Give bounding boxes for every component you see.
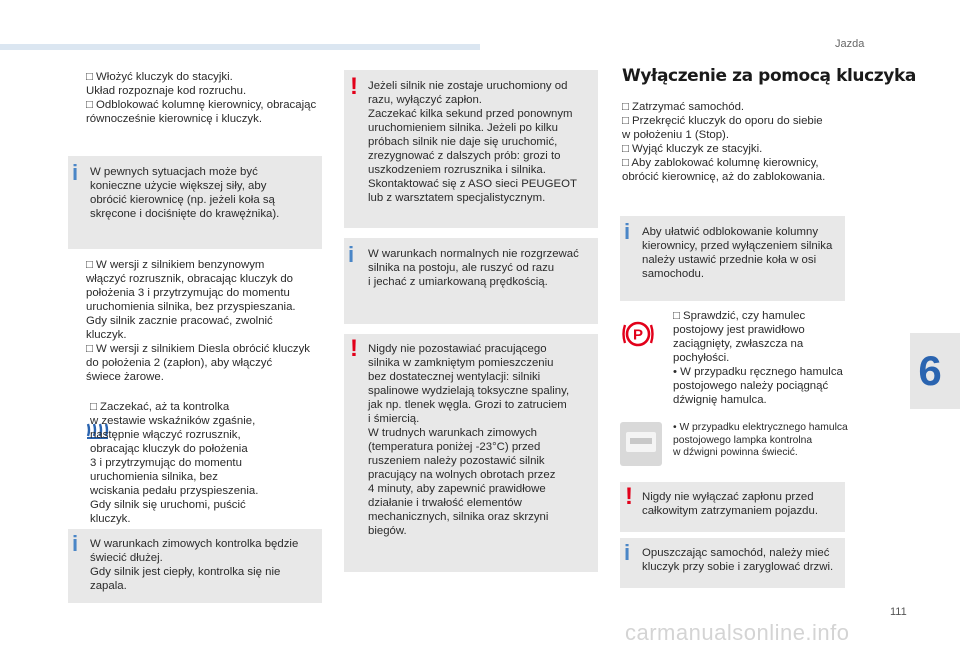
warning-box-start: [344, 70, 598, 228]
brake-check-steps: □ Sprawdzić, czy hamulec postojowy jest prawidłowo zaciągnięty, zwłaszcza na pochyłości. • W przypadku ręcznego hamulca postojowego należy pociągnąć dźwignię hamulca.: [673, 310, 843, 406]
section-title: Jazda: [835, 38, 865, 50]
parking-brake-icon: [620, 316, 656, 352]
info-icon: i: [348, 242, 355, 267]
warning-ventilation-text: Nigdy nie pozostawiać pracującego silnika w zamkniętym pomieszczeniu bez dostatecznej wentylacji: silniki spalinowe wydzielają toksyczne spaliny, jak np. tlenek węgla. Grozi to zatruciem i śmiercią. W trudnych warunkach zimowych (temperatura poniżej -23°C) przed ruszeniem należy pozostawić silnik pracujący na wolnych obrotach przez 4 minuty, aby zapewnić prawidłowe działanie i trwałość elementów mechanicznych, silnika oraz skrzyni biegów.: [368, 343, 570, 537]
info-warmup-text: W warunkach normalnych nie rozgrzewać silnika na postoju, ale ruszyć od razu i jechać z umiarkowaną prędkością.: [368, 248, 579, 288]
chapter-tab: [910, 333, 960, 409]
warning-box-ignition: [620, 482, 845, 532]
warning-icon: !: [350, 335, 358, 362]
info-icon: i: [624, 219, 631, 244]
info-icon: i: [72, 160, 79, 185]
engine-versions: □ W wersji z silnikiem benzynowym włączyć rozrusznik, obracając kluczyk do położenia 3 i przytrzymując do momentu uruchomienia silnika, bez przyspieszania. Gdy silnik zacznie pracować, zwolnić kluczyk. □ W wersji z silnikiem Diesla obrócić kluczyk do położenia 2 (zapłon), aby włączyć świece żarowe.: [86, 259, 310, 383]
info-icon: i: [72, 531, 79, 556]
info-leaving-text: Opuszczając samochód, należy mieć kluczyk przy sobie i zaryglować drzwi.: [642, 547, 834, 573]
warning-ignition-text: Nigdy nie wyłączać zapłonu przed całkowitym zatrzymaniem pojazdu.: [642, 491, 818, 517]
info-force-text: W pewnych sytuacjach może być konieczne użycie większej siły, aby obrócić kierownicę (np. jeżeli koła są skręcone i dociśnięte do krawężnika).: [90, 166, 280, 220]
electric-brake-lever-image: [620, 422, 662, 466]
section-heading: Wyłączenie za pomocą kluczyka: [622, 66, 916, 86]
info-box-force: [68, 156, 322, 249]
chapter-number: 6: [918, 347, 942, 394]
warning-icon: !: [625, 483, 633, 510]
info-box-warmup: [344, 238, 598, 324]
info-box-winter: [68, 529, 322, 603]
info-box-steering: [620, 216, 845, 301]
wait-instruction: □ Zaczekać, aż ta kontrolka w zestawie wskaźników zgaśnie, następnie włączyć rozrusznik, obracając kluczyk do położenia 3 i przytrzymując do momentu uruchomienia silnika, bez wciskania pedału przyspieszenia. Gdy silnik się uruchomi, puścić kluczyk.: [90, 401, 259, 525]
header-bar: [0, 44, 480, 50]
watermark: carmanualsonline.info: [625, 620, 850, 645]
info-icon: i: [624, 540, 631, 565]
intro-steps: □ Włożyć kluczyk do stacyjki. Układ rozpoznaje kod rozruchu. □ Odblokować kolumnę kierownicy, obracając równocześnie kierownicę i kluczyk.: [86, 71, 317, 125]
page-number: 111: [890, 606, 907, 618]
warning-icon: !: [350, 73, 358, 100]
electric-brake-note: • W przypadku elektrycznego hamulca postojowego lampka kontrolna w dźwigni powinna świecić.: [673, 422, 848, 458]
svg-text:P: P: [632, 326, 644, 344]
warning-start-text: Jeżeli silnik nie zostaje uruchomiony od razu, wyłączyć zapłon. Zaczekać kilka sekund przed ponownym uruchomieniem silnika. Jeżeli po kilku próbach silnik nie daje się uruchomić, zrezygnować z dalszych prób: grozi to uszkodzeniem rozrusznika i silnika. Skontaktować się z ASO sieci PEUGEOT lub z warsztatem specjalistycznym.: [368, 80, 577, 204]
info-box-leaving: [620, 538, 845, 588]
info-winter-text: W warunkach zimowych kontrolka będzie świecić dłużej. Gdy silnik jest ciepły, kontrolka się nie zapala.: [90, 538, 299, 592]
stop-steps: □ Zatrzymać samochód. □ Przekręcić kluczyk do oporu do siebie w położeniu 1 (Stop). □ Wyjąć kluczyk ze stacyjki. □ Aby zablokować kolumnę kierownicy, obrócić kierownicę, aż do zablokowania.: [622, 101, 826, 183]
warning-box-ventilation: [344, 334, 598, 572]
info-steering-text: Aby ułatwić odblokowanie kolumny kierownicy, przed wyłączeniem silnika należy ustawić przednie koła w osi samochodu.: [642, 226, 833, 280]
